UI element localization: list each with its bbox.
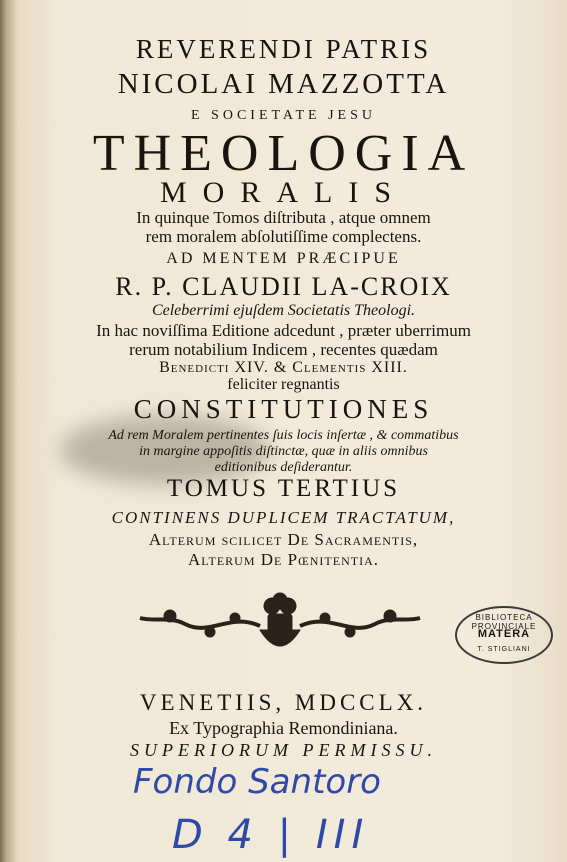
handwritten-fund-note: Fondo Santoro <box>133 762 381 802</box>
handwritten-shelfmark: D 4 | III <box>172 812 370 858</box>
edition-line-3: Benedicti XIV. & Clementis XIII. <box>159 359 408 376</box>
stamp-bottom-text: T. STIGLIANI <box>477 646 531 653</box>
constitutiones-heading: CONSTITUTIONES <box>133 394 434 424</box>
library-stamp <box>455 606 553 664</box>
volume-heading: TOMUS TERTIUS <box>166 475 401 502</box>
volume-contents: CONTINENS DUPLICEM TRACTATUM, <box>111 508 456 527</box>
imprint-place-date: VENETIIS, MDCCLX. <box>139 690 428 715</box>
stamp-top-text: BIBLIOTECA PROVINCIALE <box>471 613 537 631</box>
stamp-city: MATERA <box>477 628 531 640</box>
book-title: THEOLOGIA <box>92 125 475 182</box>
edition-line-2: rerum notabilium Indicem , recentes quædam <box>129 340 438 359</box>
book-subtitle: MORALIS <box>159 176 407 209</box>
treatise-1: Alterum ſcilicet De Sacramentis, <box>148 530 419 549</box>
ad-mentem-line: AD MENTEM PRÆCIPUE <box>166 250 401 267</box>
floral-basket-ornament-icon <box>130 592 430 662</box>
subtitle-line-1: In quinque Tomos diſtributa , atque omnem <box>136 208 431 227</box>
author-prefix: REVERENDI PATRIS <box>135 34 432 64</box>
author-order: E SOCIETATE JESU <box>191 108 376 123</box>
editor-name: R. P. CLAUDII LA-CROIX <box>115 272 452 301</box>
imprint-printer: Ex Typographia Remondiniana. <box>169 718 398 738</box>
author-name: NICOLAI MAZZOTTA <box>117 68 450 100</box>
edition-line-4: feliciter regnantis <box>227 376 340 393</box>
treatise-2: Alterum De Pœnitentia. <box>188 550 379 569</box>
subtitle-line-2: rem moralem abſolutiſſime complectens. <box>145 227 422 246</box>
constitutiones-line-1: Ad rem Moralem pertinentes ſuis locis inſertæ , & commatibus <box>108 428 459 443</box>
imprint-permission: SUPERIORUM PERMISSU. <box>130 740 437 760</box>
constitutiones-line-3: editionibus deſiderantur. <box>214 460 353 475</box>
edition-line-1: In hac noviſſima Editione adcedunt , præter uberrimum <box>96 321 471 340</box>
editor-description: Celeberrimi ejuſdem Societatis Theologi. <box>151 302 416 319</box>
constitutiones-line-2: in margine appoſitis diſtinctæ, quæ in aliis omnibus <box>139 444 428 459</box>
